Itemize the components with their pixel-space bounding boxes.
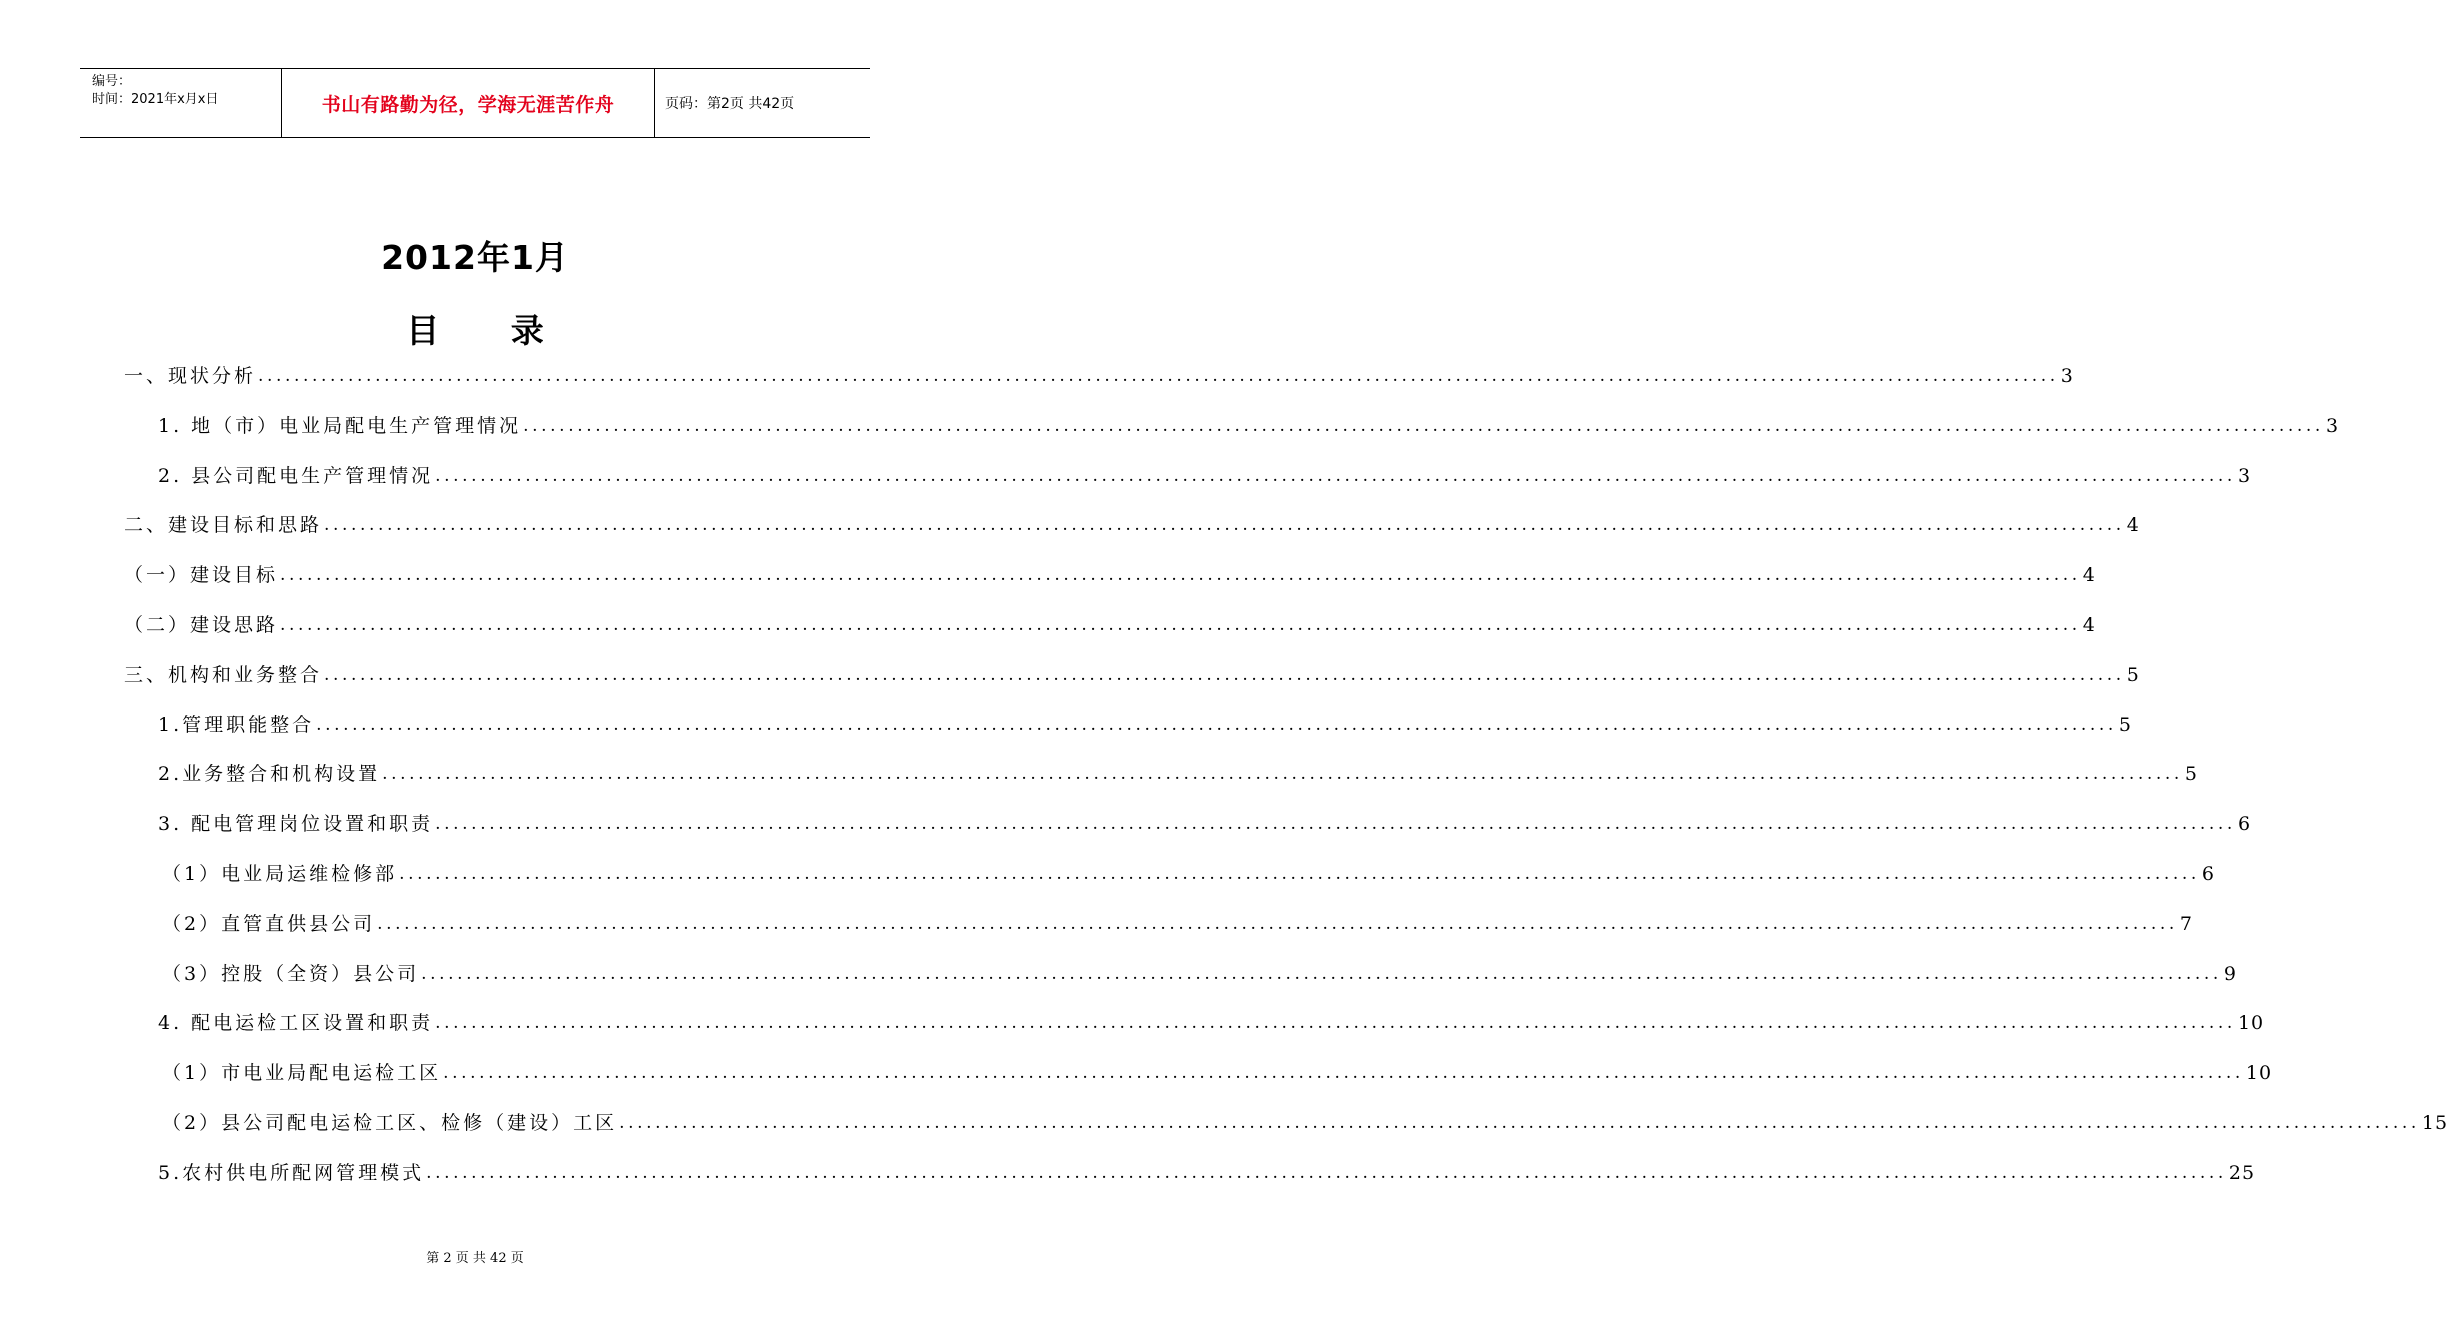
toc-entry-label: （二）建设思路 [124,614,279,636]
toc-entry-label: （2）直管直供县公司 [162,912,376,935]
toc-entry-label: 1.管理职能整合 [158,713,315,736]
toc-entry-label: 2.业务整合和机构设置 [158,763,381,786]
toc-dot-leader: ........................................................................................................................................................................................................ [435,465,2236,486]
toc-dot-leader: ........................................................................................................................................................................................................ [421,963,2222,984]
toc-entry[interactable] [158,463,2252,489]
toc-entry-page: 4 [2082,564,2096,587]
toc-dot-leader: ........................................................................................................................................................................................................ [435,1013,2236,1034]
toc-entry[interactable] [158,413,2340,439]
toc-entry-page: 5 [2184,763,2198,786]
toc-entry-label: 3. 配电管理岗位设置和职责 [158,813,434,836]
toc-entry[interactable] [162,861,2215,887]
header-divider [654,69,655,137]
toc-dot-leader: ........................................................................................................................................................................................................ [435,814,2236,835]
toc-entry-label: （3）控股（全资）县公司 [162,962,420,985]
toc-entry[interactable] [124,363,2074,389]
toc-dot-leader: ........................................................................................................................................................................................................ [324,515,2125,536]
page-footer: 第 2 页 共 42 页 [426,1251,524,1266]
header-page-info: 页码：第2页 共42页 [665,96,795,112]
toc-dot-leader: ........................................................................................................................................................................................................ [377,913,2178,934]
toc-entry-page: 5 [2126,663,2140,686]
toc-entry[interactable] [124,562,2096,588]
toc-dot-leader: ........................................................................................................................................................................................................ [426,1162,2227,1183]
toc-entry-label: 2. 县公司配电生产管理情况 [158,464,434,487]
toc-entry[interactable] [162,911,2193,937]
toc-entry-page: 6 [2237,813,2252,836]
toc-dot-leader: ........................................................................................................................................................................................................ [316,714,2117,735]
toc-entry-page: 25 [2228,1161,2256,1184]
time-label: 时间：2021年x月x日 [92,92,219,107]
toc-dot-leader: ........................................................................................................................................................................................................ [258,366,2059,386]
toc-entry-label: 一、现状分析 [124,365,257,387]
toc-entry[interactable] [158,1010,2265,1036]
toc-entry-page: 6 [2201,863,2215,885]
toc-title: 目 录 [406,311,574,350]
toc-entry[interactable] [162,1060,2273,1086]
toc-entry-label: 4. 配电运检工区设置和职责 [158,1012,434,1035]
toc-entry[interactable] [158,1160,2256,1186]
toc-entry[interactable] [124,612,2096,638]
toc-entry-label: 1. 地（市）电业局配电生产管理情况 [158,414,522,437]
toc-entry[interactable] [124,662,2140,688]
toc-entry-page: 10 [2237,1012,2265,1035]
toc-entry-label: （1）电业局运维检修部 [162,863,398,885]
toc-dot-leader: ........................................................................................................................................................................................................ [280,565,2081,586]
toc-entry-label: 5.农村供电所配网管理模式 [158,1161,425,1184]
toc-entry-page: 10 [2245,1062,2273,1085]
toc-dot-leader: ........................................................................................................................................................................................................ [280,615,2081,635]
toc-entry-page: 5 [2118,713,2132,736]
header-motto: 书山有路勤为径，学海无涯苦作舟 [321,93,615,116]
toc-entry[interactable] [158,712,2132,738]
toc-entry-page: 15 [2421,1112,2448,1134]
toc-dot-leader: ........................................................................................................................................................................................................ [443,1063,2244,1084]
toc-entry-page: 9 [2223,962,2237,985]
toc-entry[interactable] [158,811,2252,837]
toc-entry[interactable] [162,961,2237,987]
toc-entry[interactable] [124,512,2140,538]
toc-entry-label: （2）县公司配电运检工区、检修（建设）工区 [162,1112,618,1134]
toc-entry-page: 3 [2237,464,2252,487]
toc-entry-page: 4 [2082,614,2096,636]
header-meta-cell [80,69,281,137]
date-title: 2012年1月 [381,238,569,277]
document-header [80,68,870,138]
toc-dot-leader: ........................................................................................................................................................................................................ [382,764,2183,785]
toc-entry-label: 三、机构和业务整合 [124,663,323,686]
toc-entry-page: 3 [2325,414,2340,437]
toc-dot-leader: ........................................................................................................................................................................................................ [619,1113,2420,1133]
number-label: 编号： [92,74,132,89]
toc-entry-page: 7 [2179,912,2193,935]
toc-entry-page: 4 [2126,514,2140,537]
toc-entry-page: 3 [2060,365,2074,387]
toc-entry[interactable] [158,761,2198,787]
toc-entry[interactable] [162,1110,2448,1136]
toc-dot-leader: ........................................................................................................................................................................................................ [324,664,2125,685]
toc-entry-label: （一）建设目标 [124,564,279,587]
toc-dot-leader: ........................................................................................................................................................................................................ [399,864,2200,884]
toc-entry-label: （1）市电业局配电运检工区 [162,1062,442,1085]
toc-entry-label: 二、建设目标和思路 [124,514,323,537]
toc-dot-leader: ........................................................................................................................................................................................................ [523,415,2324,436]
